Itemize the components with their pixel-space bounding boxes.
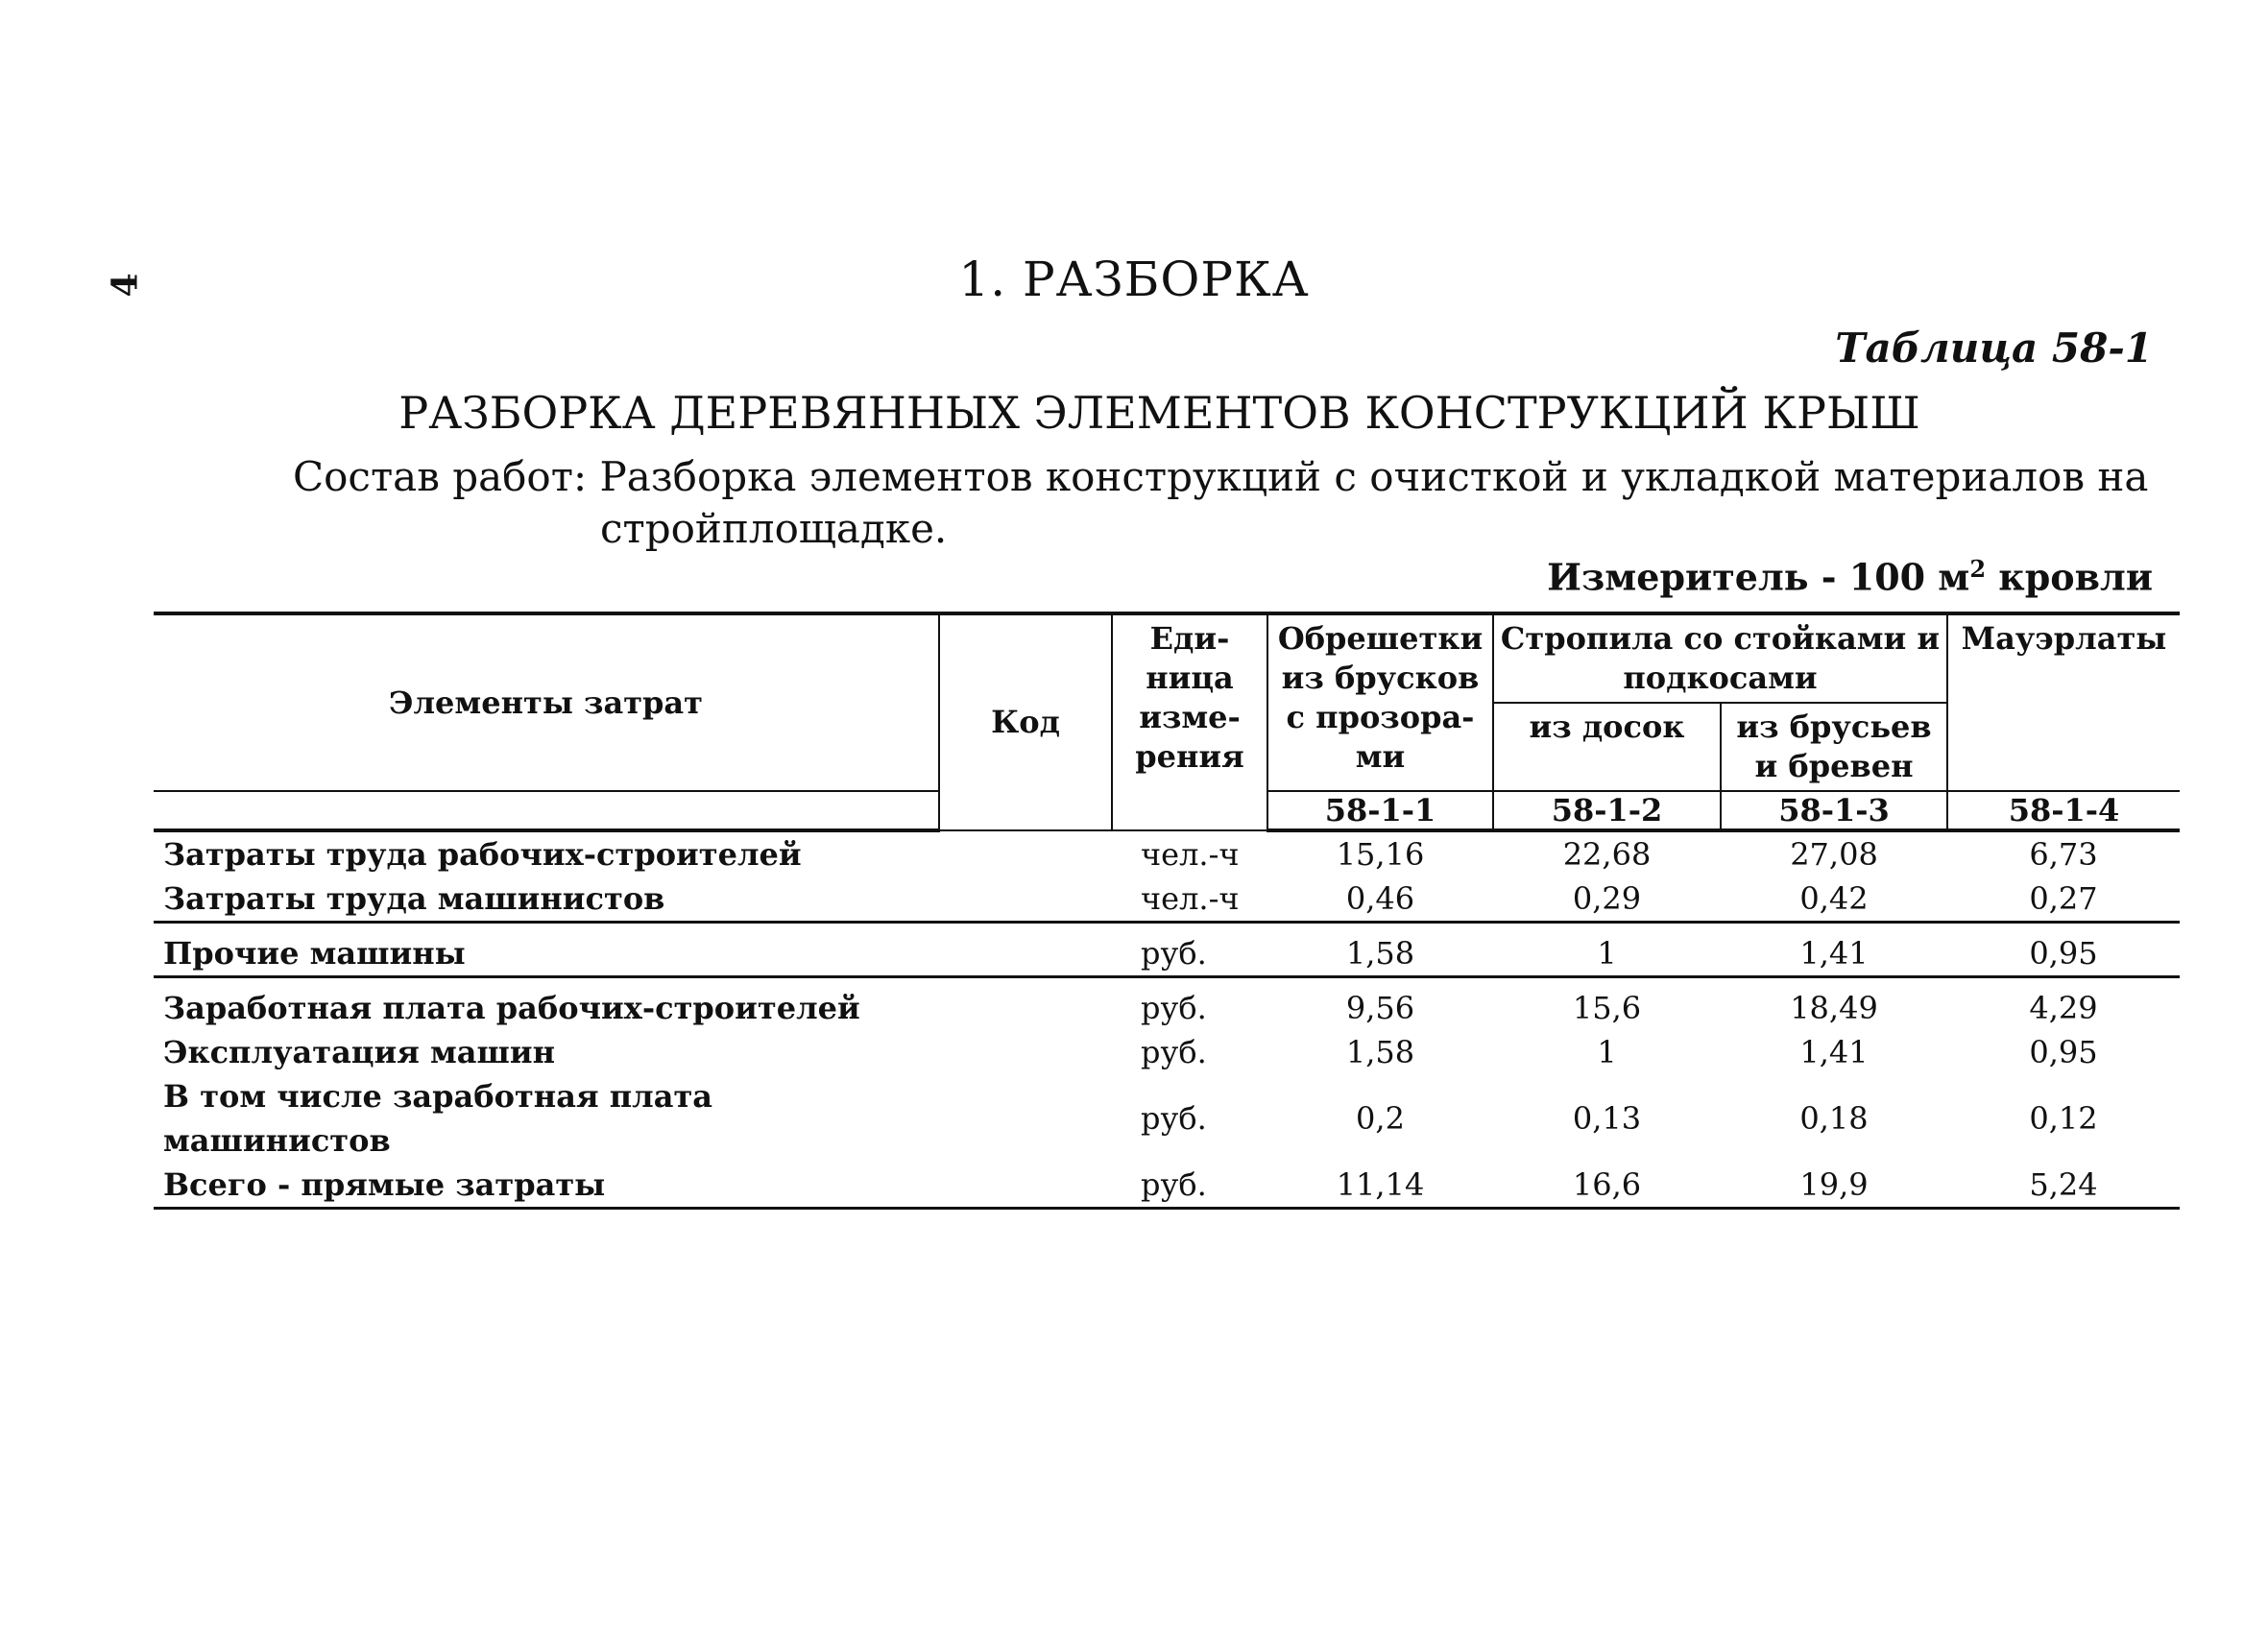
row-value: 0,2 — [1356, 1100, 1405, 1137]
page-number: 4 — [105, 273, 146, 298]
row-value: 0,13 — [1572, 1100, 1642, 1137]
row-unit: чел.-ч — [1141, 835, 1240, 873]
header-code-spacer — [154, 791, 939, 830]
table-row — [154, 877, 2180, 923]
row-value: 0,95 — [1947, 923, 2180, 977]
table-row — [154, 1163, 2180, 1209]
row-name: Затраты труда рабочих-строителей — [163, 836, 802, 873]
table-row — [154, 923, 2180, 977]
row-code — [939, 923, 1112, 977]
row-code — [939, 877, 1112, 923]
code-58-1-2: 58-1-2 — [1493, 791, 1721, 830]
row-code — [939, 1030, 1112, 1074]
row-value: 15,16 — [1336, 836, 1425, 873]
row-value: 22,68 — [1562, 836, 1652, 873]
table-title: РАЗБОРКА ДЕРЕВЯННЫХ ЭЛЕМЕНТОВ КОНСТРУКЦИЙ КРЫШ — [398, 387, 1920, 439]
row-unit: руб. — [1141, 1100, 1207, 1137]
row-code — [939, 1074, 1112, 1163]
meter-unit — [1547, 555, 2153, 599]
section-title: 1. РАЗБОРКА — [958, 252, 1310, 307]
row-code — [939, 1163, 1112, 1209]
row-value: 9,56 — [1345, 990, 1415, 1026]
row-code — [939, 830, 1112, 877]
row-value: 1,41 — [1799, 1034, 1869, 1070]
row-value: 5,24 — [1947, 1163, 2180, 1209]
code-58-1-4: 58-1-4 — [1947, 791, 2180, 830]
row-value: 19,9 — [1721, 1163, 1947, 1209]
table-label: Таблица 58-1 — [1835, 324, 2153, 372]
row-unit: руб. — [1141, 990, 1207, 1026]
table-row — [154, 830, 2180, 877]
row-value: 16,6 — [1493, 1163, 1721, 1209]
row-value: 4,29 — [2029, 990, 2098, 1026]
meter-sup: 2 — [1969, 555, 1987, 583]
table-row — [154, 977, 2180, 1031]
meter-prefix: Измеритель - 100 м — [1547, 555, 1970, 599]
row-value: 0,95 — [2029, 1034, 2098, 1070]
row-unit: руб. — [1112, 923, 1267, 977]
row-value: 0,27 — [1947, 877, 2180, 923]
row-value: 1,41 — [1721, 923, 1947, 977]
row-unit: чел.-ч — [1112, 877, 1267, 923]
row-name: Всего - прямые затраты — [154, 1163, 939, 1209]
row-value: 1 — [1493, 923, 1721, 977]
header-col4: Мауэрлаты — [1947, 613, 2180, 791]
header-col2: из досок — [1493, 703, 1721, 791]
row-value: 1,58 — [1267, 923, 1493, 977]
row-name: Эксплуатация машин — [163, 1034, 556, 1070]
header-col3: из брусьев и бревен — [1721, 703, 1947, 791]
header-elements: Элементы затрат — [154, 613, 939, 791]
row-value: 0,12 — [2029, 1100, 2098, 1137]
row-value: 0,42 — [1721, 877, 1947, 923]
header-group-rafters: Стропила со стойками и подкосами — [1493, 613, 1947, 703]
row-value: 6,73 — [2029, 836, 2098, 873]
header-col1: Обрешетки из брусков с прозора-ми — [1267, 613, 1493, 791]
row-name: В том числе заработная плата машинистов — [163, 1078, 712, 1159]
row-name: Заработная плата рабочих-строителей — [163, 990, 860, 1026]
row-unit: руб. — [1112, 1163, 1267, 1209]
row-unit: руб. — [1141, 1034, 1207, 1070]
row-value: 1,58 — [1345, 1034, 1415, 1070]
row-value: 15,6 — [1572, 990, 1642, 1026]
row-value: 11,14 — [1267, 1163, 1493, 1209]
code-58-1-1: 58-1-1 — [1267, 791, 1493, 830]
table-row — [154, 1074, 2180, 1163]
norms-table — [154, 612, 2180, 1210]
row-value: 0,29 — [1493, 877, 1721, 923]
row-value: 0,46 — [1267, 877, 1493, 923]
header-unit: Еди-ница изме-рения — [1112, 613, 1267, 830]
meter-suffix: кровли — [1986, 555, 2153, 599]
table-row — [154, 1030, 2180, 1074]
row-name: Затраты труда машинистов — [154, 877, 939, 923]
code-58-1-3: 58-1-3 — [1721, 791, 1947, 830]
row-name: Прочие машины — [154, 923, 939, 977]
row-value: 0,18 — [1799, 1100, 1869, 1137]
header-code: Код — [939, 613, 1112, 830]
work-composition-line1: Состав работ: Разборка элементов конструкций с очисткой и укладкой материалов на — [293, 453, 2149, 500]
row-value: 18,49 — [1790, 990, 1878, 1026]
row-value: 1 — [1597, 1034, 1617, 1070]
work-composition-line2: стройплощадке. — [600, 505, 948, 552]
row-code — [939, 977, 1112, 1031]
work-composition — [293, 451, 2165, 555]
row-value: 27,08 — [1790, 836, 1878, 873]
